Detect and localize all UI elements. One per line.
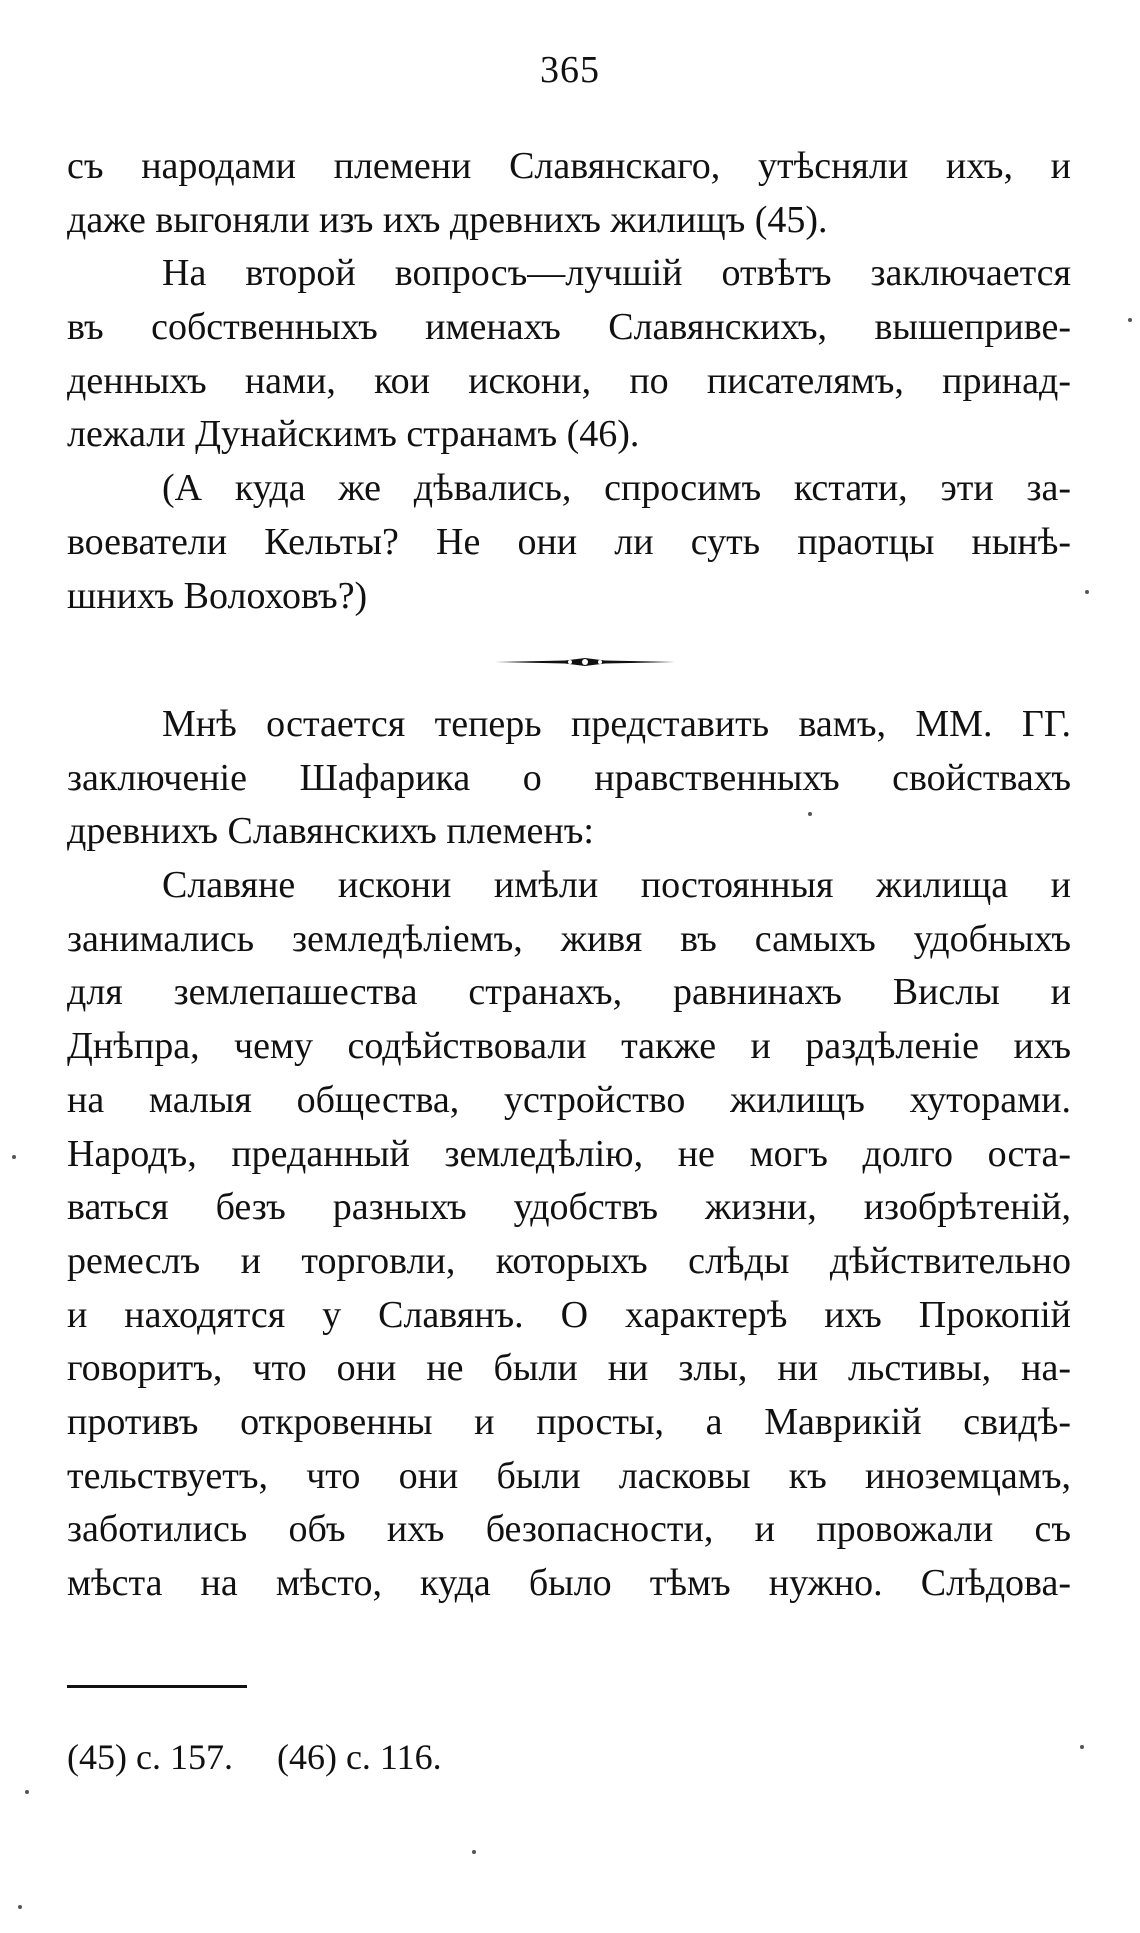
- footnotes: [67, 1735, 442, 1779]
- text-line: говоритъ, что они не были ни злы, ни льстивы, на-: [67, 1347, 1071, 1390]
- text-block-top: [67, 140, 1071, 623]
- scan-speck: [808, 812, 812, 816]
- text-line: для землепашества странахъ, равнинахъ Вислы и: [67, 971, 1071, 1014]
- text-line: Мнѣ остается теперь представить вамъ, ММ. ГГ.: [162, 703, 1071, 745]
- text-line: заключеніе Шафарика о нравственныхъ свойствахъ: [67, 756, 1071, 799]
- text-line: воеватели Кельты? Не они ли суть праотцы нынѣ-: [67, 520, 1071, 563]
- footnote-45: (45) с. 157.: [67, 1737, 233, 1777]
- text-line: съ народами племени Славянскаго, утѣсняли ихъ, и: [67, 145, 1071, 187]
- text-line: денныхъ нами, кои искони, по писателямъ, принад-: [67, 359, 1071, 402]
- section-divider-ornament: [495, 655, 675, 669]
- text-line: ремеслъ и торговли, которыхъ слѣды дѣйствительно: [67, 1239, 1071, 1282]
- scan-speck: [1085, 590, 1089, 594]
- scan-speck: [1128, 318, 1132, 322]
- text-line: (А куда же дѣвались, спросимъ кстати, эти за-: [162, 467, 1071, 510]
- scan-speck: [472, 1850, 476, 1854]
- text-line: Днѣпра, чему содѣйствовали также и раздѣленіе ихъ: [67, 1025, 1071, 1068]
- footnote-46: (46) с. 116.: [276, 1737, 442, 1777]
- text-line: даже выгоняли изъ ихъ древнихъ жилищъ (45).: [67, 198, 828, 241]
- text-line: занимались земледѣліемъ, живя въ самыхъ удобныхъ: [67, 917, 1071, 960]
- text-line: шнихъ Волоховъ?): [67, 574, 368, 617]
- text-line: лежали Дунайскимъ странамъ (46).: [67, 413, 640, 456]
- text-line: ваться безъ разныхъ удобствъ жизни, изобрѣтеній,: [67, 1186, 1071, 1229]
- text-line: древнихъ Славянскихъ племенъ:: [67, 810, 594, 853]
- text-line: на малыя общества, устройство жилищъ хуторами.: [67, 1078, 1071, 1121]
- text-line: противъ откровенны и просты, а Маврикій свидѣ-: [67, 1400, 1071, 1443]
- scan-speck: [12, 1155, 16, 1159]
- text-line: заботились объ ихъ безопасности, и провожали съ: [67, 1508, 1071, 1551]
- text-line: Народъ, преданный земледѣлію, не могъ долго оста-: [67, 1132, 1071, 1175]
- text-line: и находятся у Славянъ. О характерѣ ихъ Прокопій: [67, 1293, 1071, 1336]
- scan-speck: [25, 1790, 29, 1794]
- text-line: мѣста на мѣсто, куда было тѣмъ нужно. Слѣдова-: [67, 1562, 1071, 1604]
- text-line: На второй вопросъ—лучшій отвѣтъ заключается: [162, 252, 1071, 295]
- scan-speck: [1080, 1745, 1084, 1749]
- text-line: въ собственныхъ именахъ Славянскихъ, вышеприве-: [67, 306, 1071, 349]
- text-block-bottom: [67, 698, 1071, 1611]
- footnote-rule: [67, 1685, 247, 1688]
- page-number: 365: [540, 49, 600, 91]
- scan-speck: [18, 1905, 22, 1909]
- text-line: тельствуетъ, что они были ласковы къ иноземцамъ,: [67, 1454, 1071, 1497]
- text-line: Славяне искони имѣли постоянныя жилища и: [162, 864, 1071, 907]
